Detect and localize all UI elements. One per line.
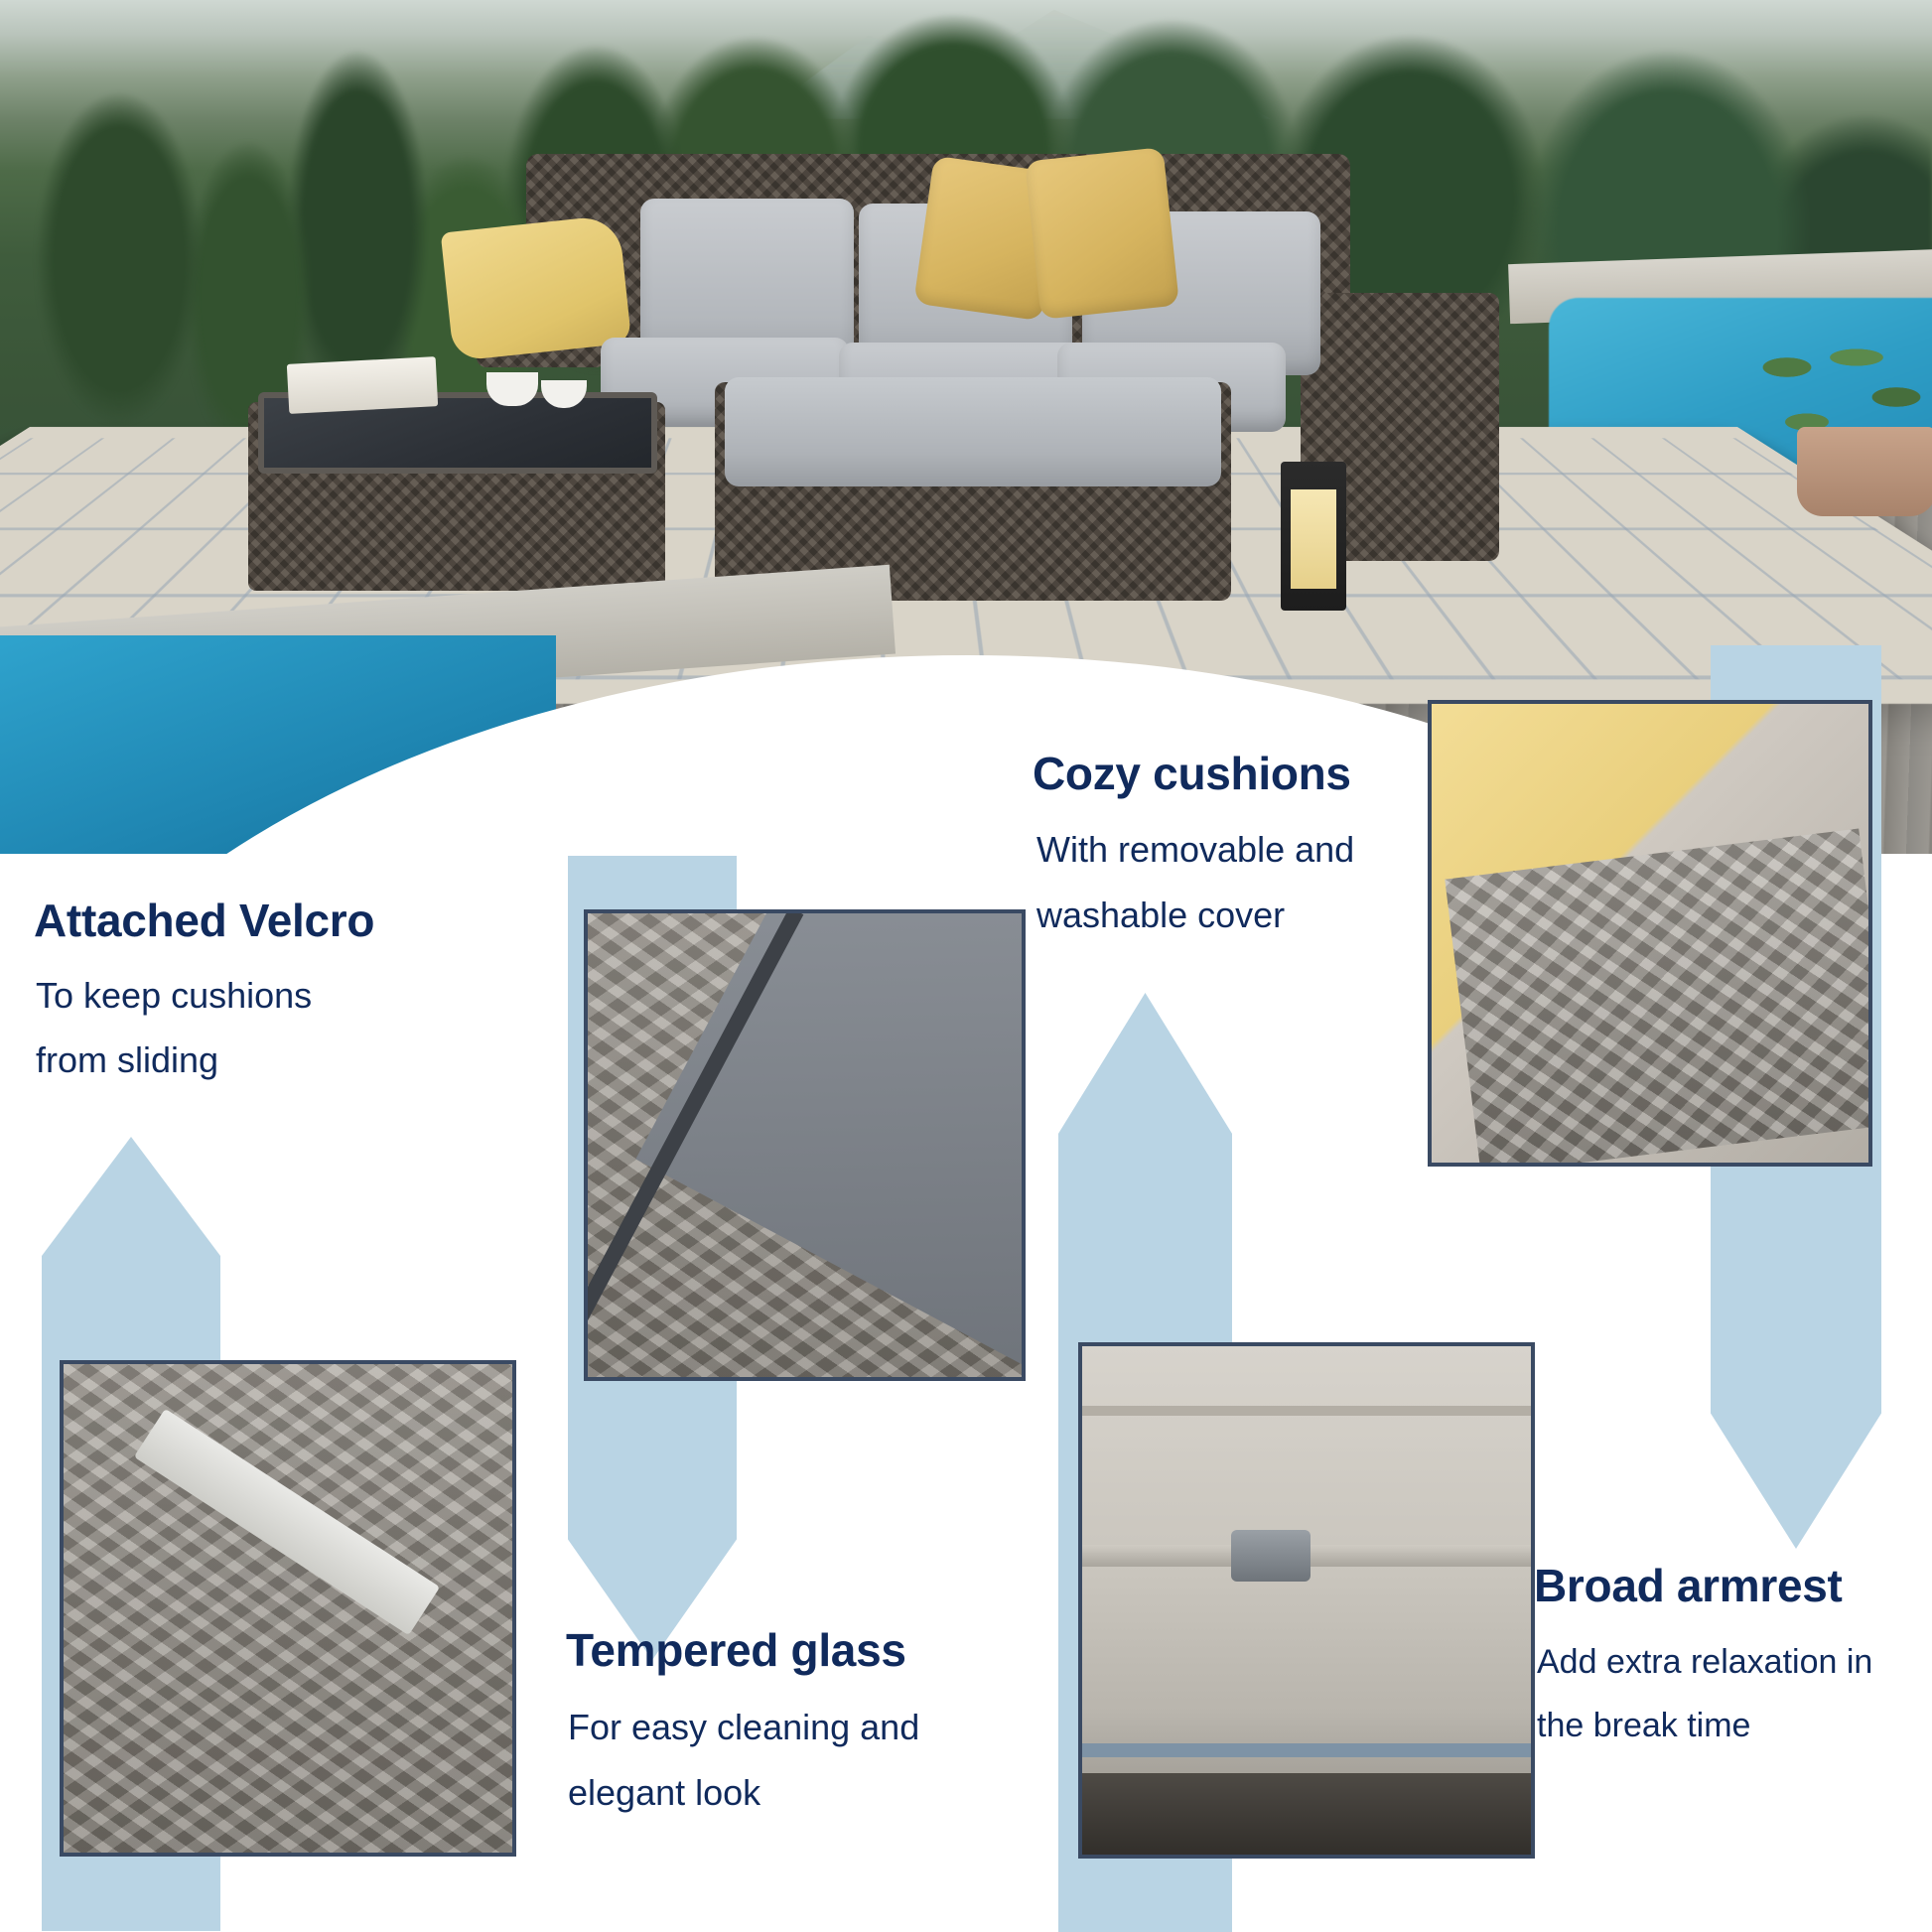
feature-title-tempered-glass: Tempered glass	[566, 1624, 906, 1676]
feature-desc-attached-velcro-line2: from sliding	[36, 1039, 219, 1080]
underside-shadow	[1082, 1773, 1535, 1859]
feature-desc-attached-velcro-line1: To keep cushions	[36, 975, 313, 1016]
feature-desc-tempered-glass-line2: elegant look	[568, 1772, 761, 1813]
candle-lantern	[1281, 462, 1346, 611]
ottoman-cushion	[725, 377, 1221, 486]
feature-desc-broad-armrest-line2: the break time	[1537, 1707, 1751, 1744]
potted-plant-pot	[1797, 427, 1932, 516]
photo-broad-armrest	[1078, 1342, 1535, 1859]
wicker-texture	[64, 1364, 512, 1853]
feature-title-attached-velcro: Attached Velcro	[34, 895, 375, 946]
fabric-seam-top	[1082, 1406, 1535, 1416]
zipper-pull	[1231, 1530, 1311, 1582]
fabric-seam-bottom	[1082, 1743, 1535, 1757]
armrest-wicker-top	[1445, 829, 1872, 1167]
feature-desc-tempered-glass-line1: For easy cleaning and	[568, 1707, 920, 1747]
feature-desc-cozy-cushions-line1: With removable and	[1036, 829, 1355, 870]
photo-attached-velcro	[60, 1360, 516, 1857]
yellow-pillow-2	[1025, 147, 1179, 320]
feature-title-broad-armrest: Broad armrest	[1534, 1560, 1843, 1611]
yellow-throw-blanket	[441, 214, 632, 361]
books-on-table	[287, 356, 438, 414]
feature-title-cozy-cushions: Cozy cushions	[1033, 748, 1351, 799]
feature-desc-cozy-cushions-line2: washable cover	[1036, 895, 1286, 935]
photo-cozy-cushions	[1428, 700, 1872, 1167]
rattan-sofa-set	[298, 94, 1588, 611]
feature-desc-broad-armrest-line1: Add extra relaxation in	[1537, 1643, 1873, 1681]
photo-tempered-glass	[584, 909, 1026, 1381]
